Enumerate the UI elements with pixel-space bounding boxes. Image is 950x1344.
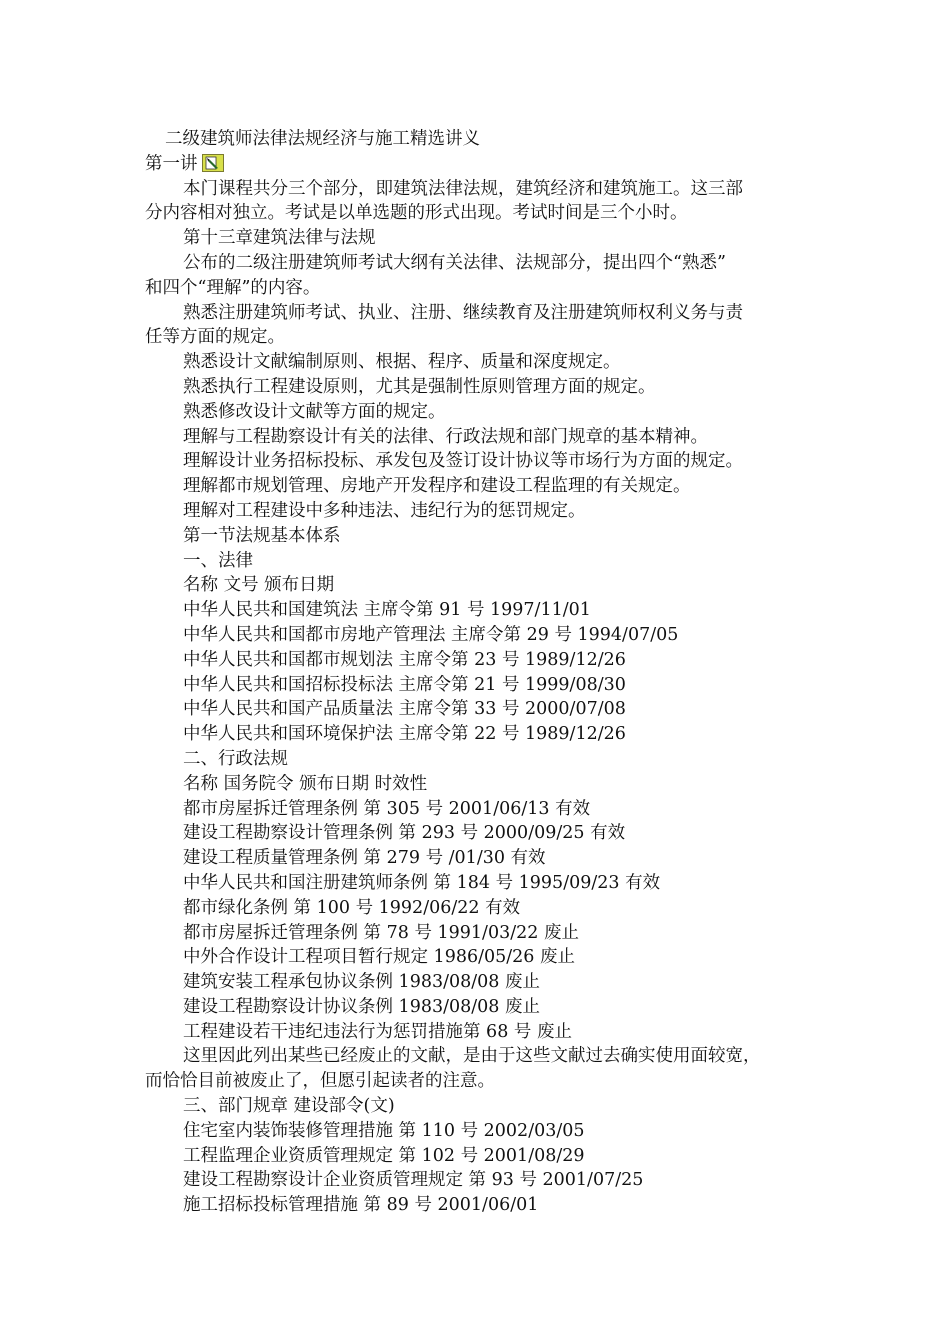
paragraph-line: 分内容相对独立。考试是以单选题的形式出现。考试时间是三个小时。 (145, 203, 688, 224)
list-item: 住宅室内装饰装修管理措施 第 110 号 2002/03/05 (183, 1120, 585, 1141)
list-item: 中华人民共和国注册建筑师条例 第 184 号 1995/09/23 有效 (183, 872, 661, 893)
list-item: 工程建设若干违纪违法行为惩罚措施第 68 号 废止 (183, 1021, 572, 1042)
document-body (145, 127, 810, 1218)
list-item: 中华人民共和国都市房地产管理法 主席令第 29 号 1994/07/05 (183, 624, 679, 645)
paragraph-line: 理解都市规划管理、房地产开发程序和建设工程监理的有关规定。 (183, 476, 691, 497)
list-header: 名称 文号 颁布日期 (183, 575, 335, 596)
list-item: 都市房屋拆迁管理条例 第 78 号 1991/03/22 废止 (183, 922, 579, 943)
paragraph-line: 公布的二级注册建筑师考试大纲有关法律、法规部分，提出四个“熟悉” (183, 252, 726, 273)
list-item: 中华人民共和国产品质量法 主席令第 33 号 2000/07/08 (183, 699, 626, 720)
list-item: 建设工程质量管理条例 第 279 号 /01/30 有效 (183, 848, 546, 869)
paragraph-line: 理解设计业务招标投标、承发包及签订设计协议等市场行为方面的规定。 (183, 451, 743, 472)
list-header: 名称 国务院令 颁布日期 时效性 (183, 773, 428, 794)
list-item: 建设工程勘察设计企业资质管理规定 第 93 号 2001/07/25 (183, 1170, 644, 1191)
paragraph-line: 本门课程共分三个部分，即建筑法律法规，建筑经济和建筑施工。这三部 (183, 178, 743, 199)
list-item: 建设工程勘察设计管理条例 第 293 号 2000/09/25 有效 (183, 823, 626, 844)
subsection-heading: 一、法律 (183, 550, 253, 571)
subsection-heading: 二、行政法规 (183, 748, 288, 769)
list-item: 建筑安装工程承包协议条例 1983/08/08 废止 (183, 972, 540, 993)
paragraph-line: 和四个“理解”的内容。 (145, 277, 321, 298)
list-item: 建设工程勘察设计协议条例 1983/08/08 废止 (183, 996, 540, 1017)
list-item: 中外合作设计工程项目暂行规定 1986/05/26 废止 (183, 947, 575, 968)
paragraph-line: 理解对工程建设中多种违法、违纪行为的惩罚规定。 (183, 500, 586, 521)
list-item: 施工招标投标管理措施 第 89 号 2001/06/01 (183, 1195, 539, 1216)
paragraph-line: 而恰恰目前被废止了，但愿引起读者的注意。 (145, 1071, 495, 1092)
lecture-heading (145, 152, 810, 177)
paragraph-line: 熟悉设计文献编制原则、根据、程序、质量和深度规定。 (183, 352, 621, 373)
section-heading: 第一节法规基本体系 (183, 525, 341, 546)
paragraph-line: 熟悉注册建筑师考试、执业、注册、继续教育及注册建筑师权利义务与责 (183, 302, 743, 323)
list-item: 中华人民共和国都市规划法 主席令第 23 号 1989/12/26 (183, 649, 626, 670)
list-item: 都市房屋拆迁管理条例 第 305 号 2001/06/13 有效 (183, 798, 591, 819)
pen-note-icon[interactable] (202, 154, 224, 172)
paragraph-line: 理解与工程勘察设计有关的法律、行政法规和部门规章的基本精神。 (183, 426, 708, 447)
subsection-heading: 三、部门规章 建设部令(文) (183, 1096, 395, 1117)
list-item: 工程监理企业资质管理规定 第 102 号 2001/08/29 (183, 1145, 585, 1166)
list-item: 都市绿化条例 第 100 号 1992/06/22 有效 (183, 897, 521, 918)
list-item: 中华人民共和国环境保护法 主席令第 22 号 1989/12/26 (183, 724, 626, 745)
list-item: 中华人民共和国建筑法 主席令第 91 号 1997/11/01 (183, 600, 591, 621)
document-title: 二级建筑师法律法规经济与施工精选讲义 (165, 129, 480, 149)
paragraph-line: 熟悉修改设计文献等方面的规定。 (183, 401, 446, 422)
paragraph-line: 熟悉执行工程建设原则，尤其是强制性原则管理方面的规定。 (183, 376, 656, 397)
paragraph-line: 任等方面的规定。 (145, 327, 285, 348)
paragraph-line: 这里因此列出某些已经废止的文献，是由于这些文献过去确实使用面较宽， (183, 1046, 761, 1067)
chapter-heading: 第十三章建筑法律与法规 (183, 228, 376, 249)
list-item: 中华人民共和国招标投标法 主席令第 21 号 1999/08/30 (183, 674, 626, 695)
lecture-label: 第一讲 (145, 153, 198, 174)
